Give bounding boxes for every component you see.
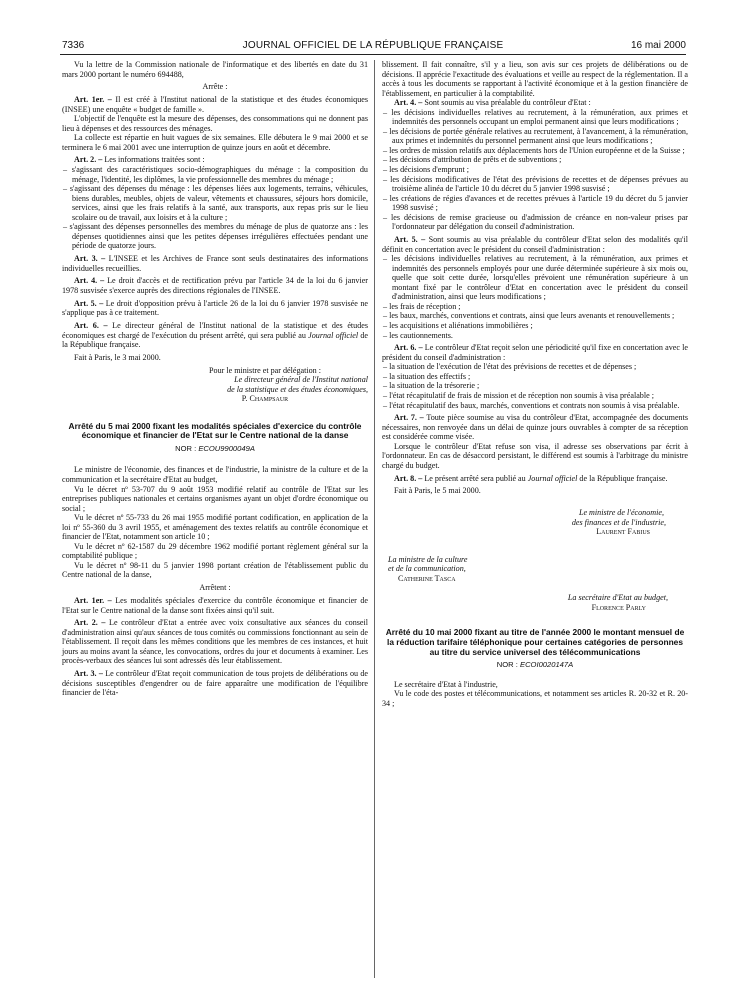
article-5 xyxy=(62,299,368,318)
article-text: Le contrôleur d'Etat reçoit selon une périodicité qu'il fixe en concertation avec le président du conseil d'administration : xyxy=(382,343,688,362)
article-1 xyxy=(62,596,368,615)
article-4 xyxy=(382,98,688,108)
list-item-text: les acquisitions et aliénations immobilières ; xyxy=(389,320,533,330)
nor-reference xyxy=(62,444,368,454)
list-item-text: les décisions de portée générale relatives au recrutement, à l'avancement, à la rémunération, aux primes et indemnités du personnel permanent ainsi que leurs modifications ; xyxy=(389,126,689,146)
paragraph: Le ministre de l'économie, des finances et de l'industrie, la ministre de la culture et de la communication et la secrétaire d'Etat au budget, xyxy=(62,465,368,485)
list-item: – s'agissant des caractéristiques socio-démographiques du ménage : la composition du ménage, l'identité, les diplômes, la vie professionnelle des membres du ménage ; xyxy=(63,165,368,184)
article-label: Art. 2. – xyxy=(74,155,103,165)
list-item-text: les décisions modificatives de l'état des prévisions de recettes et de dépenses prévues au troisième alinéa de l'article 10 du décret du 5 janvier 1998 susvisé ; xyxy=(390,174,688,194)
list-item: – les décisions d'attribution de prêts et de subventions ; xyxy=(383,155,562,165)
list-item: – l'état récapitulatif des baux, marchés, conventions et contrats non soumis à visa préalable. xyxy=(383,400,680,410)
list-item: – les créations de régies d'avances et de recettes prévues à l'article 19 du décret du 5 janvier 1998 susvisé ; xyxy=(383,193,688,213)
paragraph: La collecte est répartie en huit vagues de six semaines. Elle débutera le 9 mai 2000 et se terminera le 6 mai 2001 avec une interruption de quinze jours en août et décembre. xyxy=(62,133,368,152)
article-label: Art. 7. – xyxy=(394,413,424,423)
article-5 xyxy=(382,235,688,254)
article-label: Art. 5. – xyxy=(394,235,426,245)
article-label: Art. 8. – xyxy=(394,473,423,483)
paragraph: Vu le décret nº 53-707 du 9 août 1953 modifié relatif au contrôle de l'Etat sur les entreprises publiques nationales et certains organismes ayant un objet d'ordre économique ou social ; xyxy=(62,484,368,513)
article-text: Sont soumis au visa préalable du contrôleur d'Etat selon des modalités qu'il définit en concertation avec le président du conseil d'administration : xyxy=(382,235,688,254)
article-4 xyxy=(62,276,368,295)
list-item-text: les créations de régies d'avances et de recettes prévues à l'article 19 du décret du 5 janvier 1998 susvisé ; xyxy=(389,193,688,213)
journal-reference: Journal officiel xyxy=(527,473,578,483)
nor-label: NOR : xyxy=(175,443,199,453)
paragraph: Vu le décret nº 98-11 du 5 janvier 1998 portant création de l'établissement public du Centre national de la danse, xyxy=(62,560,368,580)
article-3 xyxy=(62,669,368,698)
list-item-text: s'agissant des dépenses personnelles des membres du ménage de plus de quatorze ans : les dépenses quotidiennes ainsi que les petites dépenses irrégulières effectuées pendant une période de quatorze jours. xyxy=(69,222,368,251)
article-text: Le directeur général de l'Institut national de la statistique et des études économiques est chargé de l'exécution du présent arrêté, qui sera publié au xyxy=(62,320,368,340)
article-8 xyxy=(382,474,688,484)
article-label: Art. 4. – xyxy=(74,276,105,286)
article-label: Art. 3. – xyxy=(74,254,106,264)
list-item: – les ordres de mission relatifs aux déplacements hors de l'Union européenne et de la Suisse ; xyxy=(383,145,685,155)
article-3 xyxy=(62,254,368,273)
article-text: Sont soumis au visa préalable du contrôleur d'Etat : xyxy=(422,98,591,108)
list-item: – les décisions individuelles relatives au recrutement, à la rémunération, aux primes et indemnités des personnels occupant un emploi permanent ainsi que leurs modifications ; xyxy=(383,107,688,127)
signatory-name: Florence Parly xyxy=(591,602,646,612)
list-item-text: les décisions individuelles relatives au recrutement, à la rémunération, aux primes et indemnités des personnels employés pour une durée déterminée supérieure à six mois ou, quelle que soit cette durée, lorsqu'elles prévoient une rémunération supérieure à un montant fixé par le contrôleur d'Etat en concertation avec le président du conseil d'administration, ainsi que leurs modifications ; xyxy=(391,254,688,302)
article-2 xyxy=(62,155,368,165)
article-label: Art. 2. – xyxy=(74,618,106,628)
list-item-text: les ordres de mission relatifs aux déplacements hors de l'Union européenne et de la Suisse ; xyxy=(389,145,685,155)
nor-code: ECOI0020147A xyxy=(520,660,574,670)
paragraph: Vu le code des postes et télécommunications, et notamment ses articles R. 20-32 et R. 20-34 ; xyxy=(382,689,688,708)
list-item: – les décisions individuelles relatives au recrutement, à la rémunération, aux primes et indemnités des personnels employés pour une durée déterminée supérieure à six mois ou, quelle que soit cette durée, lorsqu'elles prévoient une rémunération supérieure à un montant fixé par le contrôleur d'Etat en concertation avec le président du conseil d'administration, ainsi que leurs modifications ; xyxy=(383,254,688,302)
signatory-name: Catherine Tasca xyxy=(398,573,456,583)
article-label: Art. 1er. – xyxy=(74,95,112,105)
column-divider xyxy=(374,60,375,978)
list-item: – les décisions d'emprunt ; xyxy=(383,165,469,175)
list-item: – s'agissant des dépenses du ménage : les dépenses liées aux logements, terrains, véhicules, biens durables, meubles, objets de valeur, vêtements et chaussures, séjours hors domicile, services, ainsi que les frais relatifs à la santé, aux transports, aux repas pris sur le lieu scolaire ou de travail, aux loisirs et à la culture ; xyxy=(63,184,368,222)
issue-date: 16 mai 2000 xyxy=(630,40,686,51)
decree-title: Arrêté du 10 mai 2000 fixant au titre de l'année 2000 le montant mensuel de la réduction tarifaire téléphonique pour certaines catégories de personnes au titre du service universel des télécommunications xyxy=(385,627,685,657)
signature-line: et de la communication, xyxy=(388,564,466,574)
signature-line: des finances et de l'industrie, xyxy=(571,517,666,527)
nor-code: ECOU9900049A xyxy=(198,443,255,453)
article-text: Le contrôleur d'Etat reçoit communication de tous projets de délibérations ou de décisions susceptibles d'engendrer ou de faire apparaître une modification de l'équilibre financier de l'éta- xyxy=(62,669,368,698)
list-item: – les décisions de remise gracieuse ou d'admission de créance en non-valeur prises par l'ordonnateur par délégation du conseil d'administration. xyxy=(383,212,688,232)
signature-line: de la statistique et des études économiques, xyxy=(227,384,368,394)
list-item-text: l'état récapitulatif de frais de mission et de réception non soumis à visa préalable ; xyxy=(389,390,654,400)
article-text: Le droit d'opposition prévu à l'article 26 de la loi du 6 janvier 1978 susvisée ne s'applique pas à ce traitement. xyxy=(62,298,368,318)
arrete-heading: Arrête : xyxy=(202,82,228,92)
page-header xyxy=(60,40,686,55)
signature-line: Pour le ministre et par délégation : xyxy=(209,365,321,375)
list-item-text: la situation de la trésorerie ; xyxy=(389,381,480,391)
list-item-text: les décisions de remise gracieuse ou d'admission de créance en non-valeur prises par l'ordonnateur par délégation du conseil d'administration. xyxy=(391,212,688,232)
article-1 xyxy=(62,95,368,114)
nor-label: NOR : xyxy=(496,660,520,670)
article-text: Les informations traitées sont : xyxy=(102,155,205,165)
list-item: – les décisions de portée générale relatives au recrutement, à l'avancement, à la rémunération, aux primes et indemnités du personnel permanent ainsi que leurs modifications ; xyxy=(383,126,689,146)
right-column xyxy=(382,60,688,708)
list-item-text: les décisions d'attribution de prêts et de subventions ; xyxy=(389,155,562,165)
signatory-name: P. Champsaur xyxy=(241,394,289,404)
signature-line: Le directeur général de l'Institut national xyxy=(234,375,368,385)
signature-line: La secrétaire d'Etat au budget, xyxy=(567,593,668,603)
list-item: – la situation de l'exécution de l'état des prévisions de recettes et de dépenses ; xyxy=(383,362,637,372)
list-item-text: s'agissant des dépenses du ménage : les dépenses liées aux logements, terrains, véhicules, biens durables, meubles, objets de valeur, vêtements et chaussures, séjours hors domicile, services, ainsi que les frais relatifs à la santé, aux transports, aux repas pris sur le lieu scolaire ou de travail, aux loisirs et à la culture ; xyxy=(69,184,368,222)
signature-line: La ministre de la culture xyxy=(388,554,468,564)
article-label: Art. 1er. – xyxy=(74,595,112,605)
list-item: – la situation de la trésorerie ; xyxy=(383,381,480,391)
list-item: – les acquisitions et aliénations immobilières ; xyxy=(383,320,533,330)
intro-paragraph: Vu la lettre de la Commission nationale de l'informatique et des libertés en date du 31 mars 2000 portant le numéro 694488, xyxy=(62,60,368,79)
journal-title: JOURNAL OFFICIEL DE LA RÉPUBLIQUE FRANÇAISE xyxy=(242,40,504,51)
paragraph: blissement. Il fait connaître, s'il y a lieu, son avis sur ces projets de délibérations ou de décisions. Il apprécie l'exactitude des évaluations et veille au respect de la réglementation. Il a accès à tous les documents se rapportant à l'activité économique et à la gestion financière de l'établissement, en particulier à la comptabilité. xyxy=(382,60,688,98)
article-7 xyxy=(382,413,688,442)
list-item-text: s'agissant des caractéristiques socio-démographiques du ménage : la composition du ménage, l'identité, les diplômes, la vie professionnelle des membres du ménage ; xyxy=(71,165,368,184)
paragraph: Le secrétaire d'Etat à l'industrie, xyxy=(394,679,498,689)
article-label: Art. 6. – xyxy=(74,320,108,330)
list-item-text: les cautionnements. xyxy=(389,330,453,340)
decree-title: Arrêté du 5 mai 2000 fixant les modalités spéciales d'exercice du contrôle économique et financier de l'Etat sur le Centre national de la danse xyxy=(68,420,362,441)
article-label: Art. 5. – xyxy=(74,298,104,308)
left-column xyxy=(62,60,368,698)
list-item: – les frais de réception ; xyxy=(383,301,461,311)
article-text: Le contrôleur d'Etat a entrée avec voix consultative aux séances du conseil d'administration ainsi qu'aux séances de tous comités ou commissions fonctionnant au sein de l'établissement. Il reçoit dans les mêmes conditions que les membres de ces instances, et huit jours au moins avant la séance, les convocations, ordres du jour et documents à examiner. Les procès-verbaux des séances lui sont adressés dès leur établissement. xyxy=(62,618,368,666)
article-text: L'INSEE et les Archives de France sont seuls destinataires des informations individuelles recueillies. xyxy=(62,254,368,273)
article-text: Le droit d'accès et de rectification prévu par l'article 34 de la loi du 6 janvier 1978 susvisée s'exerce auprès des directions régionales de l'INSEE. xyxy=(62,276,368,295)
signing-place-date: Fait à Paris, le 5 mai 2000. xyxy=(394,486,481,496)
signature-line: Le ministre de l'économie, xyxy=(578,508,664,517)
list-item-text: la situation de l'exécution de l'état des prévisions de recettes et de dépenses ; xyxy=(389,362,637,372)
paragraph: Vu le décret nº 62-1587 du 29 décembre 1962 modifié portant règlement général sur la comptabilité publique ; xyxy=(62,541,368,561)
article-text: Les modalités spéciales d'exercice du contrôle économique et financier de l'Etat sur le Centre national de la danse sont fixées ainsi qu'il suit. xyxy=(62,595,368,615)
list-item: – les décisions modificatives de l'état des prévisions de recettes et de dépenses prévues au troisième alinéa de l'article 10 du décret du 5 janvier 1998 susvisé ; xyxy=(383,174,688,194)
list-item-text: les décisions individuelles relatives au recrutement, à la rémunération, aux primes et indemnités des personnels occupant un emploi permanent ainsi que leurs modifications ; xyxy=(391,107,688,127)
list-item: – les baux, marchés, conventions et contrats, ainsi que leurs avenants et renouvellements ; xyxy=(383,311,675,321)
article-text: Il est créé à l'Institut national de la statistique et des études économiques (INSEE) une enquête « budget de famille ». xyxy=(62,95,368,114)
article-label: Art. 6. – xyxy=(394,343,423,353)
paragraph: L'objectif de l'enquête est la mesure des dépenses, des consommations qui ne donnent pas lieu à dépenses et des ressources des ménages. xyxy=(62,114,368,133)
article-text-end: de la République française. xyxy=(62,330,368,350)
article-text: Le présent arrêté sera publié au xyxy=(422,473,528,483)
list-item-text: les frais de réception ; xyxy=(389,301,461,311)
paragraph: Lorsque le contrôleur d'Etat refuse son visa, il adresse ses observations par écrit à l'ordonnateur. En cas de désaccord persistant, le différend est soumis à l'arbitrage du ministre chargé du budget. xyxy=(382,441,688,470)
article-6 xyxy=(62,321,368,350)
journal-reference: Journal officiel xyxy=(308,330,359,340)
article-label: Art. 4. – xyxy=(394,98,423,108)
list-item-text: les décisions d'emprunt ; xyxy=(389,165,469,175)
article-2 xyxy=(62,618,368,666)
list-item-text: l'état récapitulatif des baux, marchés, conventions et contrats non soumis à visa préalable. xyxy=(389,400,680,410)
article-6 xyxy=(382,343,688,362)
arretent-heading: Arrêtent : xyxy=(199,583,231,593)
signatory-name: Laurent Fabius xyxy=(596,527,650,537)
article-label: Art. 3. – xyxy=(74,669,103,679)
list-item: – s'agissant des dépenses personnelles des membres du ménage de plus de quatorze ans : les dépenses quotidiennes ainsi que les petites dépenses irrégulières effectuées pendant une période de quatorze jours. xyxy=(63,222,368,251)
article-text-end: de la République française. xyxy=(577,473,668,483)
list-item-text: les baux, marchés, conventions et contrats, ainsi que leurs avenants et renouvellements ; xyxy=(389,311,675,321)
article-text: Toute pièce soumise au visa du contrôleur d'Etat, accompagnée des documents nécessaires, non renvoyée dans un délai de quinze jours ouvrables à compter de sa réception est considérée comme visée. xyxy=(382,413,688,442)
nor-reference xyxy=(382,660,688,670)
list-item-text: la situation des effectifs ; xyxy=(389,371,471,381)
signing-place-date: Fait à Paris, le 3 mai 2000. xyxy=(74,352,161,362)
paragraph: Vu le décret nº 55-733 du 26 mai 1955 modifié portant codification, en application de la loi nº 55-360 du 3 avril 1955, et aménagement des textes relatifs au contrôle économique et financier de l'Etat, notamment son article 10 ; xyxy=(62,513,368,542)
list-item: – la situation des effectifs ; xyxy=(383,371,471,381)
page-number: 7336 xyxy=(62,40,85,51)
list-item: – les cautionnements. xyxy=(383,330,453,340)
list-item: – l'état récapitulatif de frais de mission et de réception non soumis à visa préalable ; xyxy=(383,390,654,400)
